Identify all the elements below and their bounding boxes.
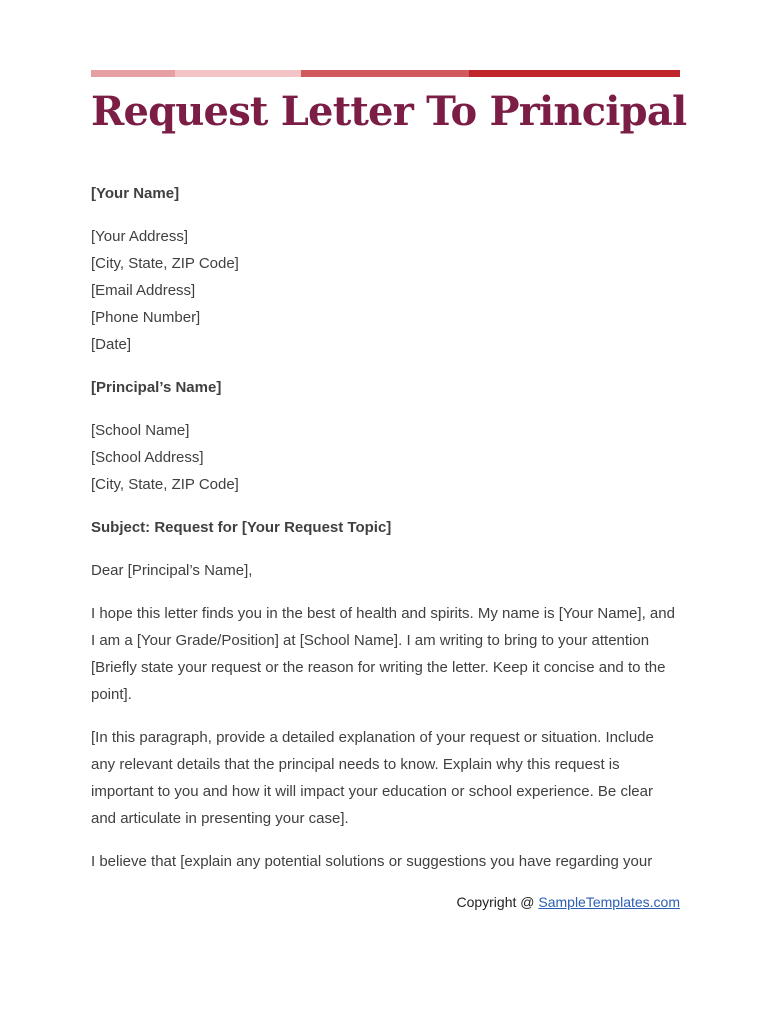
body-paragraph: I hope this letter finds you in the best of health and spirits. My name is [Your Name], and I am a [Your Grade/Position] at [School Name]. I am writing to bring to your attention [Briefly state your request or the reason for writing the letter. Keep it concise and to the point].	[91, 605, 675, 703]
body-paragraph: I believe that [explain any potential solutions or suggestions you have regarding your	[91, 853, 653, 870]
body-paragraph: [In this paragraph, provide a detailed explanation of your request or situation. Include any relevant details that the principal needs to know. Explain why this request is important to you and how it will impact your education or school experience. Be clear and articulate in presenting your case].	[91, 729, 654, 827]
recipient-name: [Principal’s Name]	[91, 379, 222, 396]
color-bar-segment	[301, 70, 469, 77]
color-bar-segment	[469, 70, 680, 77]
decorative-color-bar	[91, 70, 680, 77]
recipient-city: [City, State, ZIP Code]	[91, 476, 239, 493]
recipient-school: [School Name]	[91, 422, 190, 439]
color-bar-segment	[175, 70, 301, 77]
letter-body	[91, 180, 681, 891]
sender-address: [Your Address]	[91, 228, 189, 245]
copyright-footer	[456, 894, 680, 910]
recipient-details	[91, 417, 681, 498]
recipient-address: [School Address]	[91, 449, 204, 466]
sender-phone: [Phone Number]	[91, 309, 201, 326]
sender-details	[91, 223, 681, 358]
page-title: Request Letter To Principal	[91, 88, 687, 135]
subject-line: Subject: Request for [Your Request Topic]	[91, 519, 392, 536]
letter-date: [Date]	[91, 336, 132, 353]
sender-name: [Your Name]	[91, 185, 180, 202]
copyright-prefix: Copyright @	[456, 894, 539, 910]
color-bar-segment	[91, 70, 175, 77]
sender-email: [Email Address]	[91, 282, 196, 299]
sample-templates-link[interactable]: SampleTemplates.com	[538, 894, 680, 910]
salutation: Dear [Principal’s Name],	[91, 562, 253, 579]
sender-city: [City, State, ZIP Code]	[91, 255, 239, 272]
